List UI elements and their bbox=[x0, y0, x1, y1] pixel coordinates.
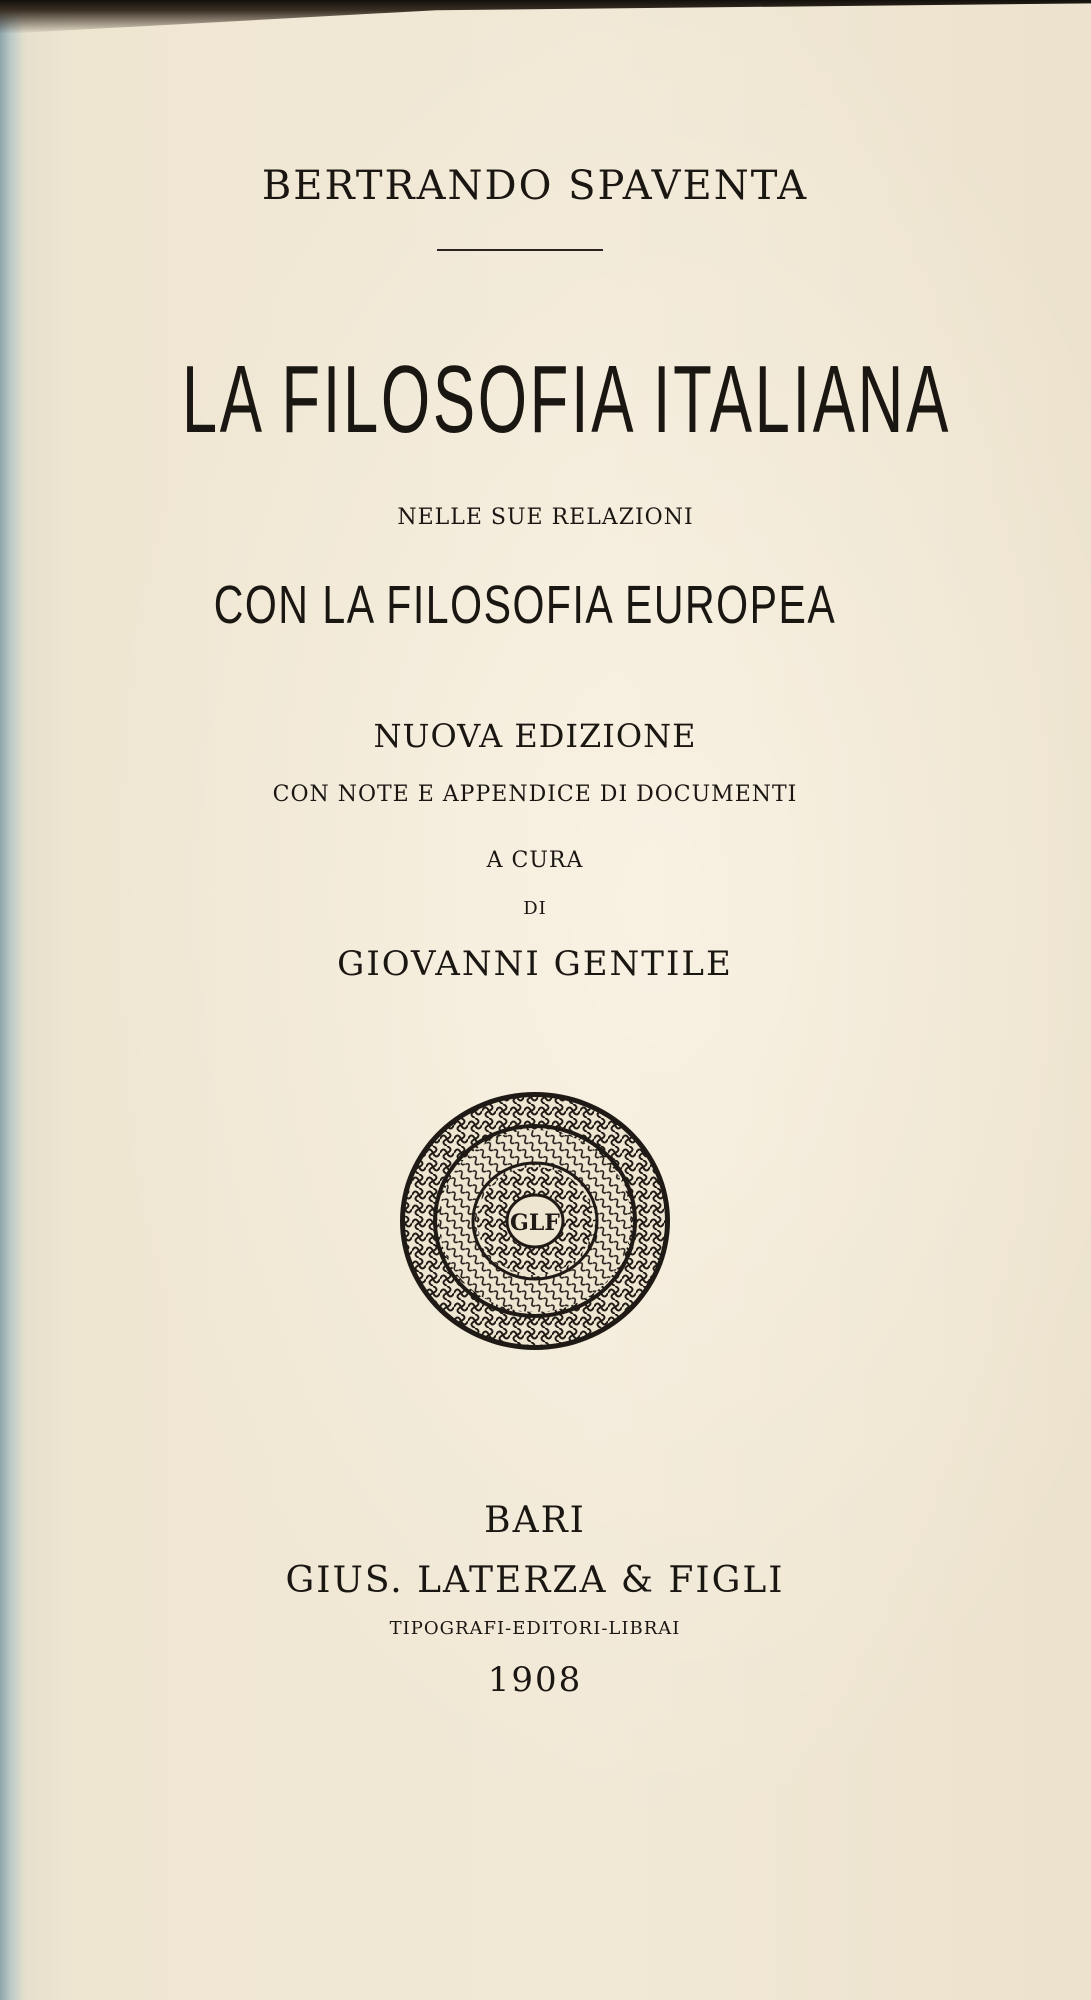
publication-city: BARI bbox=[484, 1500, 586, 1541]
publisher-name: GIUS. LATERZA & FIGLI bbox=[285, 1560, 785, 1601]
publication-year: 1908 bbox=[487, 1660, 583, 1700]
author-name: BERTRANDO SPAVENTA bbox=[261, 163, 809, 209]
publisher-trades: TIPOGRAFI-EDITORI-LIBRAI bbox=[389, 1618, 681, 1639]
divider-rule bbox=[437, 249, 603, 251]
book-subtitle: CON LA FILOSOFIA EUROPEA bbox=[213, 575, 837, 635]
book-title: LA FILOSOFIA ITALIANA bbox=[181, 346, 951, 453]
seal-monogram: GLF bbox=[510, 1210, 560, 1236]
edition-statement: NUOVA EDIZIONE bbox=[373, 717, 697, 755]
editor-name: GIOVANNI GENTILE bbox=[337, 944, 733, 984]
page-edge-shadow-top bbox=[0, 0, 1091, 34]
celtic-knot-seal-icon bbox=[398, 1090, 672, 1352]
care-of-label: A CURA bbox=[486, 848, 584, 873]
edition-notes: CON NOTE E APPENDICE DI DOCUMENTI bbox=[272, 782, 798, 807]
subtitle-connector: NELLE SUE RELAZIONI bbox=[397, 505, 694, 530]
by-label: DI bbox=[523, 898, 547, 919]
page-edge-shadow-left bbox=[0, 0, 22, 2000]
